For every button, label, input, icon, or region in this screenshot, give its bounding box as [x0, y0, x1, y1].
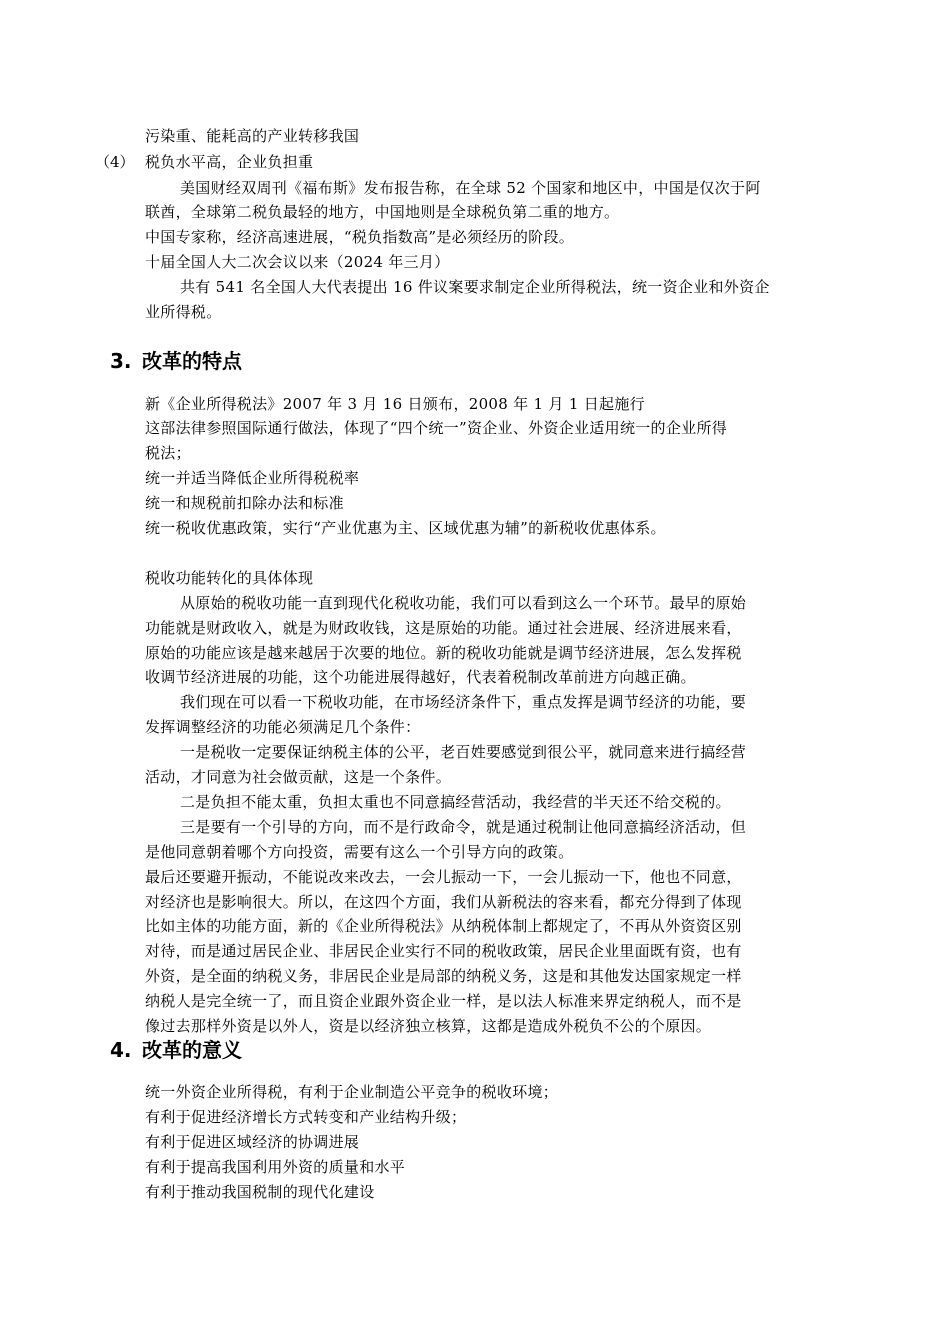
list-item: 有利于提高我国利用外资的质量和水平	[145, 1158, 406, 1176]
paragraph-line: 我们现在可以看一下税收功能，在市场经济条件下，重点发挥是调节经济的功能，要	[180, 693, 747, 711]
section-title: 改革的意义	[142, 1038, 242, 1062]
paragraph-line: 活动，才同意为社会做贡献，这是一个条件。	[145, 768, 452, 786]
paragraph-line: 最后还要避开振动，不能说改来改去，一会儿振动一下，一会儿振动一下，他也不同意，	[145, 868, 742, 886]
list-item: 有利于促进经济增长方式转变和产业结构升级；	[145, 1108, 467, 1126]
paragraph-line: 比如主体的功能方面，新的《企业所得税法》从纳税体制上都规定了，不再从外资资区别	[145, 917, 742, 935]
paragraph-line: 外资，是全面的纳税义务，非居民企业是局部的纳税义务，这是和其他发达国家规定一样	[145, 967, 742, 985]
paragraph-line: 美国财经双周刊《福布斯》发布报告称，在全球 52 个国家和地区中，中国是仅次于阿	[180, 179, 761, 197]
paragraph-line: 共有 541 名全国人大代表提出 16 件议案要求制定企业所得税法，统一资企业和外资企	[180, 278, 770, 296]
paragraph-line: 中国专家称，经济高速进展，“税负指数高”是必须经历的阶段。	[145, 228, 575, 246]
list-item-title: 税负水平高，企业负担重	[145, 153, 314, 171]
paragraph-line: 这部法律参照国际通行做法，体现了“四个统一”资企业、外资企业适用统一的企业所得	[145, 419, 728, 437]
paragraph-line: 二是负担不能太重，负担太重也不同意搞经营活动，我经营的半天还不给交税的。	[180, 793, 731, 811]
list-number: （4）	[95, 153, 135, 171]
paragraph-line: 功能就是财政收入，就是为财政收钱，这是原始的功能。通过社会进展、经济进展来看，	[145, 619, 742, 637]
paragraph-line: 纳税人是完全统一了，而且资企业跟外资企业一样，是以法人标准来界定纳税人，而不是	[145, 992, 742, 1010]
paragraph-line: 业所得税。	[145, 303, 222, 321]
paragraph-line: 十届全国人大二次会议以来（2024 年三月）	[145, 253, 450, 271]
paragraph-line: 三是要有一个引导的方向，而不是行政命令，就是通过税制让他同意搞经济活动，但	[180, 818, 747, 836]
paragraph-line: 对经济也是影响很大。所以，在这四个方面，我们从新税法的容来看，都充分得到了体现	[145, 893, 742, 911]
section-number: 3.	[110, 349, 132, 373]
paragraph-line: 收调节经济进展的功能，这个功能进展得越好，代表着税制改革前进方向越正确。	[145, 668, 696, 686]
paragraph-line: 新《企业所得税法》2007 年 3 月 16 日颁布，2008 年 1 月 1 日起施行	[145, 395, 645, 413]
paragraph-line: 是他同意朝着哪个方向投资，需要有这么一个引导方向的政策。	[145, 843, 574, 861]
list-item: 统一外资企业所得税，有利于企业制造公平竞争的税收环境；	[145, 1083, 559, 1101]
paragraph-line: 统一和规税前扣除办法和标准	[145, 494, 344, 512]
text-line: 污染重、能耗高的产业转移我国	[145, 127, 360, 145]
paragraph-line: 原始的功能应该是越来越居于次要的地位。新的税收功能就是调节经济进展，怎么发挥税	[145, 644, 742, 662]
paragraph-line: 发挥调整经济的功能必须满足几个条件：	[145, 718, 421, 736]
paragraph-line: 从原始的税收功能一直到现代化税收功能，我们可以看到这么一个环节。最早的原始	[180, 594, 747, 612]
section-title: 改革的特点	[142, 349, 242, 373]
paragraph-line: 税法；	[145, 444, 191, 462]
section-heading	[110, 1037, 242, 1063]
sub-title: 税收功能转化的具体体现	[145, 569, 314, 587]
paragraph-line: 统一并适当降低企业所得税税率	[145, 469, 360, 487]
section-number: 4.	[110, 1038, 132, 1062]
paragraph-line: 统一税收优惠政策，实行“产业优惠为主、区域优惠为辅”的新税收优惠体系。	[145, 519, 666, 537]
paragraph-line: 联酋，全球第二税负最轻的地方，中国地则是全球税负第二重的地方。	[145, 203, 620, 221]
paragraph-line: 像过去那样外资是以外人，资是以经济独立核算，这都是造成外税负不公的个原因。	[145, 1017, 712, 1035]
paragraph-line: 对待，而是通过居民企业、非居民企业实行不同的税收政策，居民企业里面既有资，也有	[145, 942, 742, 960]
paragraph-line: 一是税收一定要保证纳税主体的公平，老百姓要感觉到很公平，就同意来进行搞经营	[180, 743, 747, 761]
section-heading	[110, 348, 242, 374]
list-item: 有利于促进区域经济的协调进展	[145, 1133, 360, 1151]
list-item: 有利于推动我国税制的现代化建设	[145, 1183, 375, 1201]
